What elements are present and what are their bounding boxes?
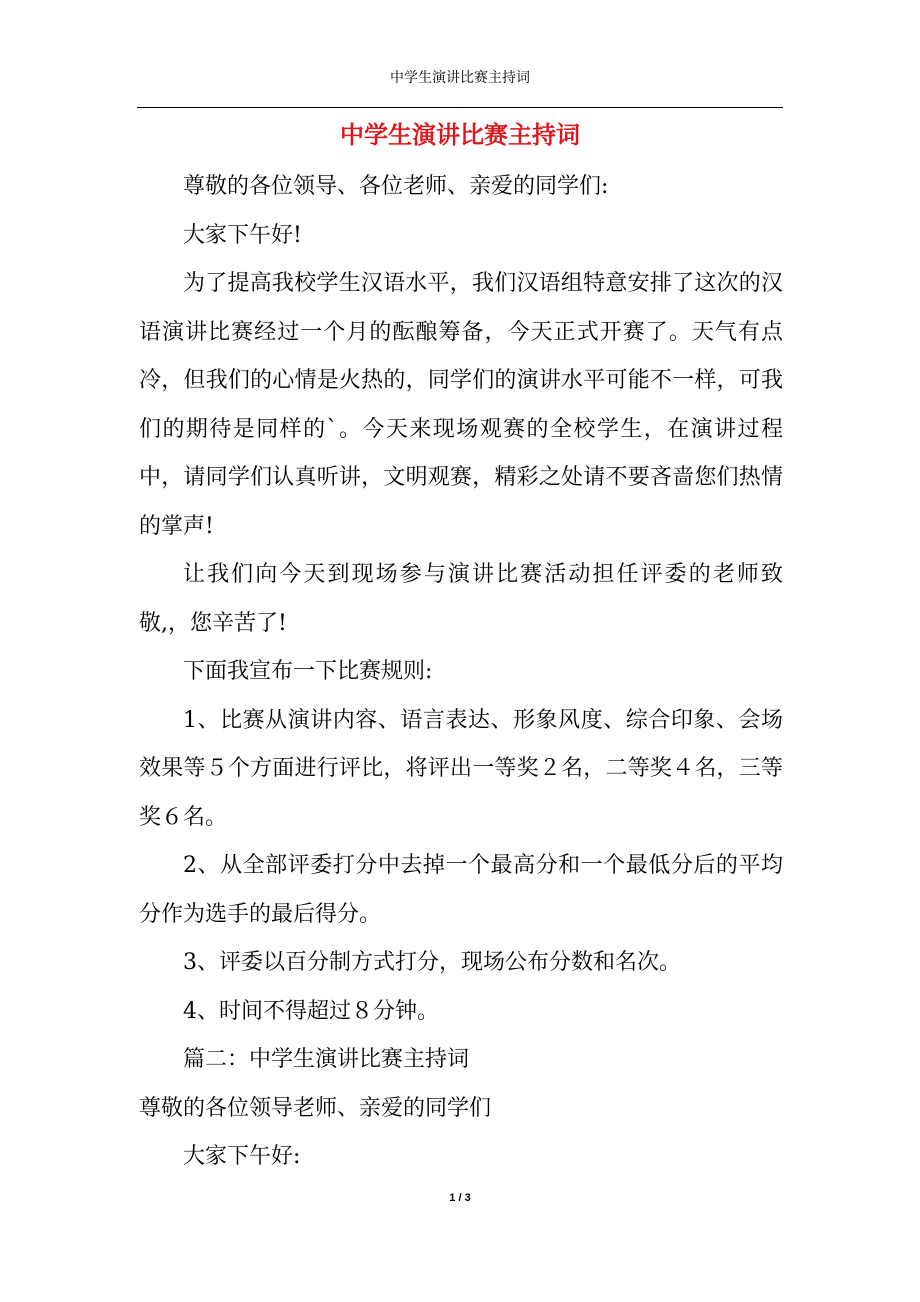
salutation: 尊敬的各位领导、各位老师、亲爱的同学们: — [183, 174, 609, 199]
page-number: 1 / 3 — [449, 1192, 471, 1204]
rule-item: 1、比赛从演讲内容、语言表达、形象风度、综合印象、会场效果等５个方面进行评比，将评出一等奖２名，二等奖４名，三等奖６名。 — [139, 707, 783, 830]
intro-paragraph: 为了提高我校学生汉语水平，我们汉语组特意安排了这次的汉语演讲比赛经过一个月的酝酿筹备，今天正式开赛了。天气有点冷，但我们的心情是火热的，同学们的演讲水平可能不一样，可我们的期待是同样的`。今天来现场观赛的全校学生，在演讲过程中，请同学们认真听讲，文明观赛，精彩之处请不要吝啬您们热情的掌声! — [139, 271, 783, 539]
rule-item: 2、从全部评委打分中去掉一个最高分和一个最低分后的平均分作为选手的最后得分。 — [139, 853, 783, 927]
rules-announcement: 下面我宣布一下比赛规则: — [183, 659, 433, 684]
header-divider — [137, 107, 783, 108]
greeting: 大家下午好! — [183, 222, 302, 248]
running-header: 中学生演讲比赛主持词 — [390, 70, 530, 86]
greeting-2: 大家下午好: — [183, 1144, 301, 1169]
rule-item: 4、时间不得超过８分钟。 — [183, 998, 439, 1024]
section-heading: 篇二：中学生演讲比赛主持词 — [183, 1047, 470, 1072]
judges-thanks-paragraph: 让我们向今天到现场参与演讲比赛活动担任评委的老师致敬,，您辛苦了! — [139, 562, 783, 636]
salutation-2: 尊敬的各位领导老师、亲爱的同学们 — [139, 1095, 492, 1121]
document-title: 中学生演讲比赛主持词 — [340, 120, 580, 149]
rule-item: 3、评委以百分制方式打分，现场公布分数和名次。 — [183, 950, 681, 975]
document-body — [139, 163, 783, 1182]
